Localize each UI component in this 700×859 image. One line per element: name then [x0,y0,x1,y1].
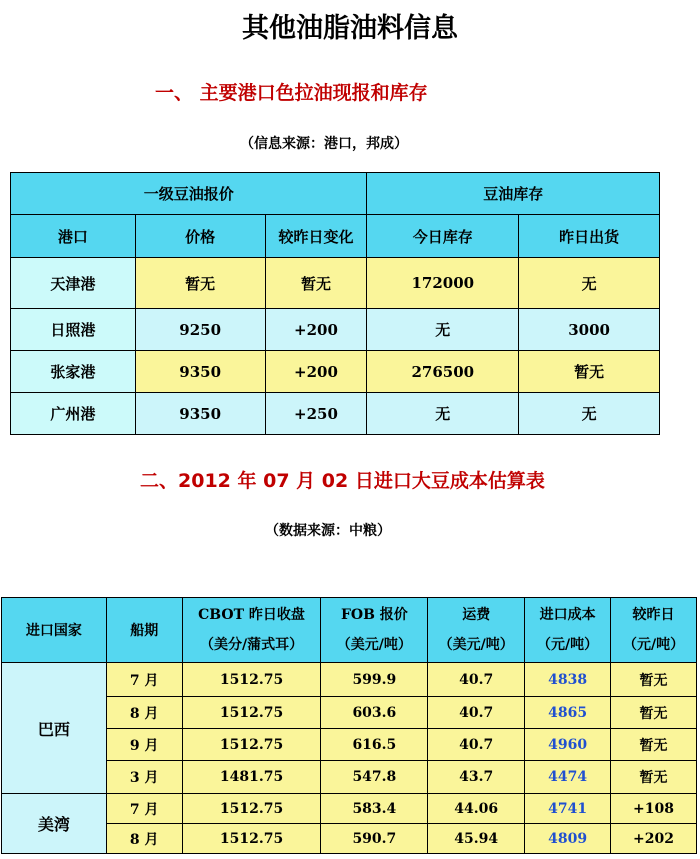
freight-cell: 40.7 [428,697,525,729]
col-header: 较昨日 （元/吨） [611,598,697,663]
section1-source: （信息来源：港口，邦成） [240,136,408,152]
table-row [2,729,697,761]
country-cell: 美湾 [2,794,107,854]
price-cell: 暂无 [135,258,265,309]
change-cell: +202 [611,824,697,854]
freight-cell: 40.7 [428,663,525,697]
table-row [11,309,660,351]
cbot-cell: 1512.75 [182,824,321,854]
fob-cell: 603.6 [321,697,428,729]
section2-source: （数据来源：中粮） [265,523,391,539]
fob-cell: 616.5 [321,729,428,761]
cbot-cell: 1512.75 [182,697,321,729]
stock-cell: 无 [367,309,519,351]
port-cell: 张家港 [11,351,136,393]
stock-cell: 无 [367,393,519,435]
table-row [2,697,697,729]
col-header: 运费 （美元/吨） [428,598,525,663]
change-cell: +250 [265,393,367,435]
freight-cell: 43.7 [428,761,525,794]
freight-cell: 45.94 [428,824,525,854]
table-row [11,351,660,393]
table-row [2,761,697,794]
month-cell: 3 月 [106,761,182,794]
shipped-cell: 无 [519,258,660,309]
group-header-stock: 豆油库存 [367,173,660,215]
table-row [2,794,697,824]
freight-cell: 40.7 [428,729,525,761]
change-cell: 暂无 [611,663,697,697]
cost-cell: 4474 [525,761,611,794]
change-cell: 暂无 [265,258,367,309]
table-row [2,663,697,697]
col-header: 今日库存 [367,215,519,258]
freight-cell: 44.06 [428,794,525,824]
shipped-cell: 3000 [519,309,660,351]
shipped-cell: 暂无 [519,351,660,393]
col-header: 进口国家 [2,598,107,663]
month-cell: 8 月 [106,697,182,729]
cost-cell: 4741 [525,794,611,824]
cbot-cell: 1512.75 [182,794,321,824]
fob-cell: 583.4 [321,794,428,824]
table-row [2,824,697,854]
price-cell: 9350 [135,351,265,393]
cbot-cell: 1512.75 [182,663,321,697]
month-cell: 8 月 [106,824,182,854]
change-cell: 暂无 [611,697,697,729]
col-header: CBOT 昨日收盘 （美分/蒲式耳） [182,598,321,663]
section2-heading: 二、2012 年 07 月 02 日进口大豆成本估算表 [140,470,545,492]
col-header: 昨日出货 [519,215,660,258]
table-row [11,258,660,309]
price-cell: 9350 [135,393,265,435]
change-cell: +108 [611,794,697,824]
price-cell: 9250 [135,309,265,351]
col-header: 较昨日变化 [265,215,367,258]
cost-cell: 4838 [525,663,611,697]
cost-cell: 4865 [525,697,611,729]
change-cell: 暂无 [611,761,697,794]
col-header: FOB 报价 （美元/吨） [321,598,428,663]
section1-heading: 一、 主要港口色拉油现报和库存 [155,82,428,104]
cbot-cell: 1481.75 [182,761,321,794]
cost-cell: 4960 [525,729,611,761]
shipped-cell: 无 [519,393,660,435]
col-header: 价格 [135,215,265,258]
port-cell: 天津港 [11,258,136,309]
month-cell: 9 月 [106,729,182,761]
fob-cell: 590.7 [321,824,428,854]
port-cell: 日照港 [11,309,136,351]
soybean-oil-table [10,172,660,435]
col-header: 港口 [11,215,136,258]
soybean-cost-table [1,597,697,854]
month-cell: 7 月 [106,794,182,824]
cost-cell: 4809 [525,824,611,854]
page-title: 其他油脂油料信息 [242,13,458,44]
change-cell: 暂无 [611,729,697,761]
stock-cell: 172000 [367,258,519,309]
cbot-cell: 1512.75 [182,729,321,761]
table-row [11,393,660,435]
month-cell: 7 月 [106,663,182,697]
stock-cell: 276500 [367,351,519,393]
group-header-quote: 一级豆油报价 [11,173,367,215]
col-header: 船期 [106,598,182,663]
change-cell: +200 [265,309,367,351]
col-header: 进口成本 （元/吨） [525,598,611,663]
fob-cell: 599.9 [321,663,428,697]
country-cell: 巴西 [2,663,107,794]
change-cell: +200 [265,351,367,393]
fob-cell: 547.8 [321,761,428,794]
port-cell: 广州港 [11,393,136,435]
